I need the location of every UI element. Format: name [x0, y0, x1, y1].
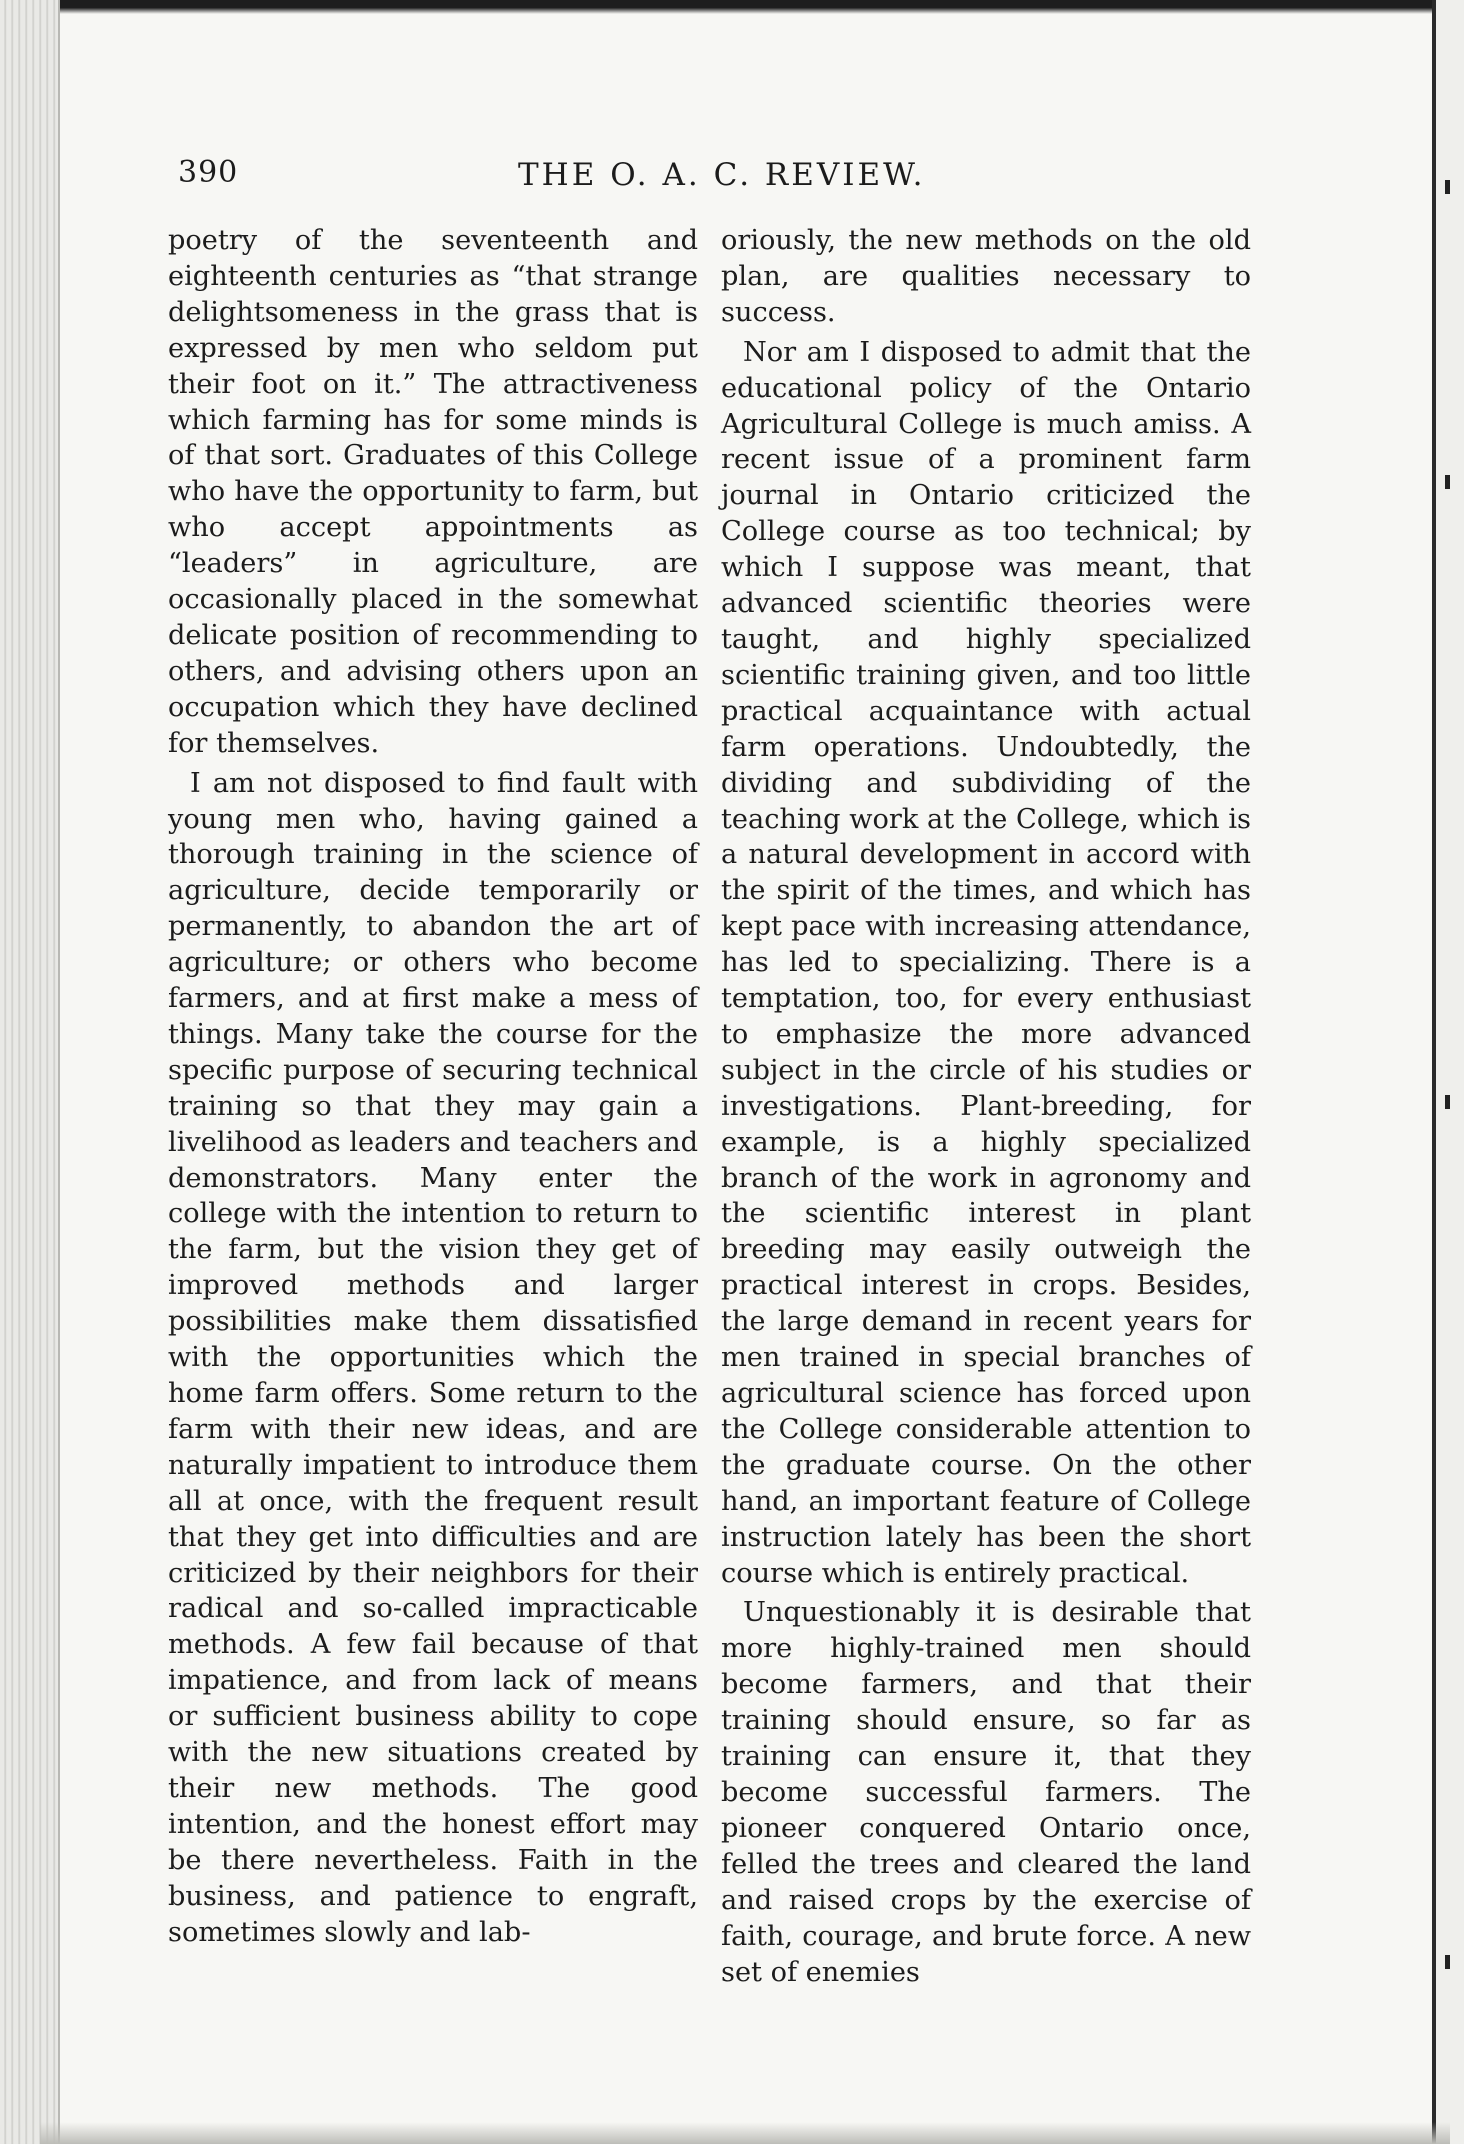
- page-right-edge: [1432, 0, 1464, 2144]
- scan-bottom-edge: [40, 2122, 1450, 2144]
- edge-mark: [1445, 475, 1450, 489]
- running-title: THE O. A. C. REVIEW.: [518, 157, 926, 193]
- paragraph: poetry of the seventeenth and eighteenth centuries as “that strange delightsomeness in the grass that is expressed by men who seldom put their foot on it.” The attractiveness which farming has for some minds is of that sort. Graduates of this College who have the opportunity to farm, but who accept appointments as “leaders” in agriculture, are occasionally placed in the somewhat delicate position of recommending to others, and advising others upon an occupation which they have declined for themselves.: [168, 225, 698, 759]
- right-column: [721, 223, 1251, 1990]
- page-number: 390: [178, 155, 239, 190]
- paragraph: I am not disposed to find fault with young men who, having gained a thorough training in the science of agriculture, decide temporarily or permanently, to abandon the art of agriculture; or others who become farmers, and at first make a mess of things. Many take the course for the specific purpose of securing technical training so that they may gain a livelihood as leaders and teachers and demonstrators. Many enter the college with the intention to return to the farm, but the vision they get of improved methods and larger possibilities make them dissatisfied with the opportunities which the home farm offers. Some return to the farm with their new ideas, and are naturally impatient to introduce them all at once, with the frequent result that they get into difficulties and are criticized by their neighbors for their radical and so-called impracticable methods. A few fail because of that impatience, and from lack of means or sufficient business ability to cope with the new situations created by their new methods. The good intention, and the honest effort may be there nevertheless. Faith in the business, and patience to engraft, sometimes slowly and lab-: [168, 767, 698, 1948]
- edge-mark: [1445, 1095, 1450, 1109]
- scan-top-shadow: [0, 0, 1464, 14]
- book-gutter-edge: [0, 0, 60, 2144]
- edge-mark: [1445, 1955, 1450, 1969]
- paragraph: Unquestionably it is desirable that more highly-trained men should become farmers, and that their training should ensure, so far as training can ensure it, that they become successful farmers. The pioneer conquered Ontario once, felled the trees and cleared the land and raised crops by the exercise of faith, courage, and brute force. A new set of enemies: [721, 1597, 1251, 1988]
- paragraph: Nor am I disposed to admit that the educational policy of the Ontario Agricultural College is much amiss. A recent issue of a prominent farm journal in Ontario criticized the College course as too technical; by which I suppose was meant, that advanced scientific theories were taught, and highly specialized scientific training given, and too little practical acquaintance with actual farm operations. Undoubtedly, the dividing and subdividing of the teaching work at the College, which is a natural development in accord with the spirit of the times, and which has kept pace with increasing attendance, has led to specializing. There is a temptation, too, for every enthusiast to emphasize the more advanced subject in the circle of his studies or investigations. Plant-breeding, for example, is a highly specialized branch of the work in agronomy and the scientific interest in plant breeding may easily outweigh the practical interest in crops. Besides, the large demand in recent years for men trained in special branches of agricultural science has forced upon the College considerable attention to the graduate course. On the other hand, an important feature of College instruction lately has been the short course which is entirely practical.: [721, 336, 1251, 1589]
- page-body: [168, 155, 1268, 2015]
- edge-mark: [1445, 180, 1450, 194]
- paragraph: oriously, the new methods on the old plan, are qualities necessary to success.: [721, 225, 1251, 328]
- left-column: [168, 223, 698, 1951]
